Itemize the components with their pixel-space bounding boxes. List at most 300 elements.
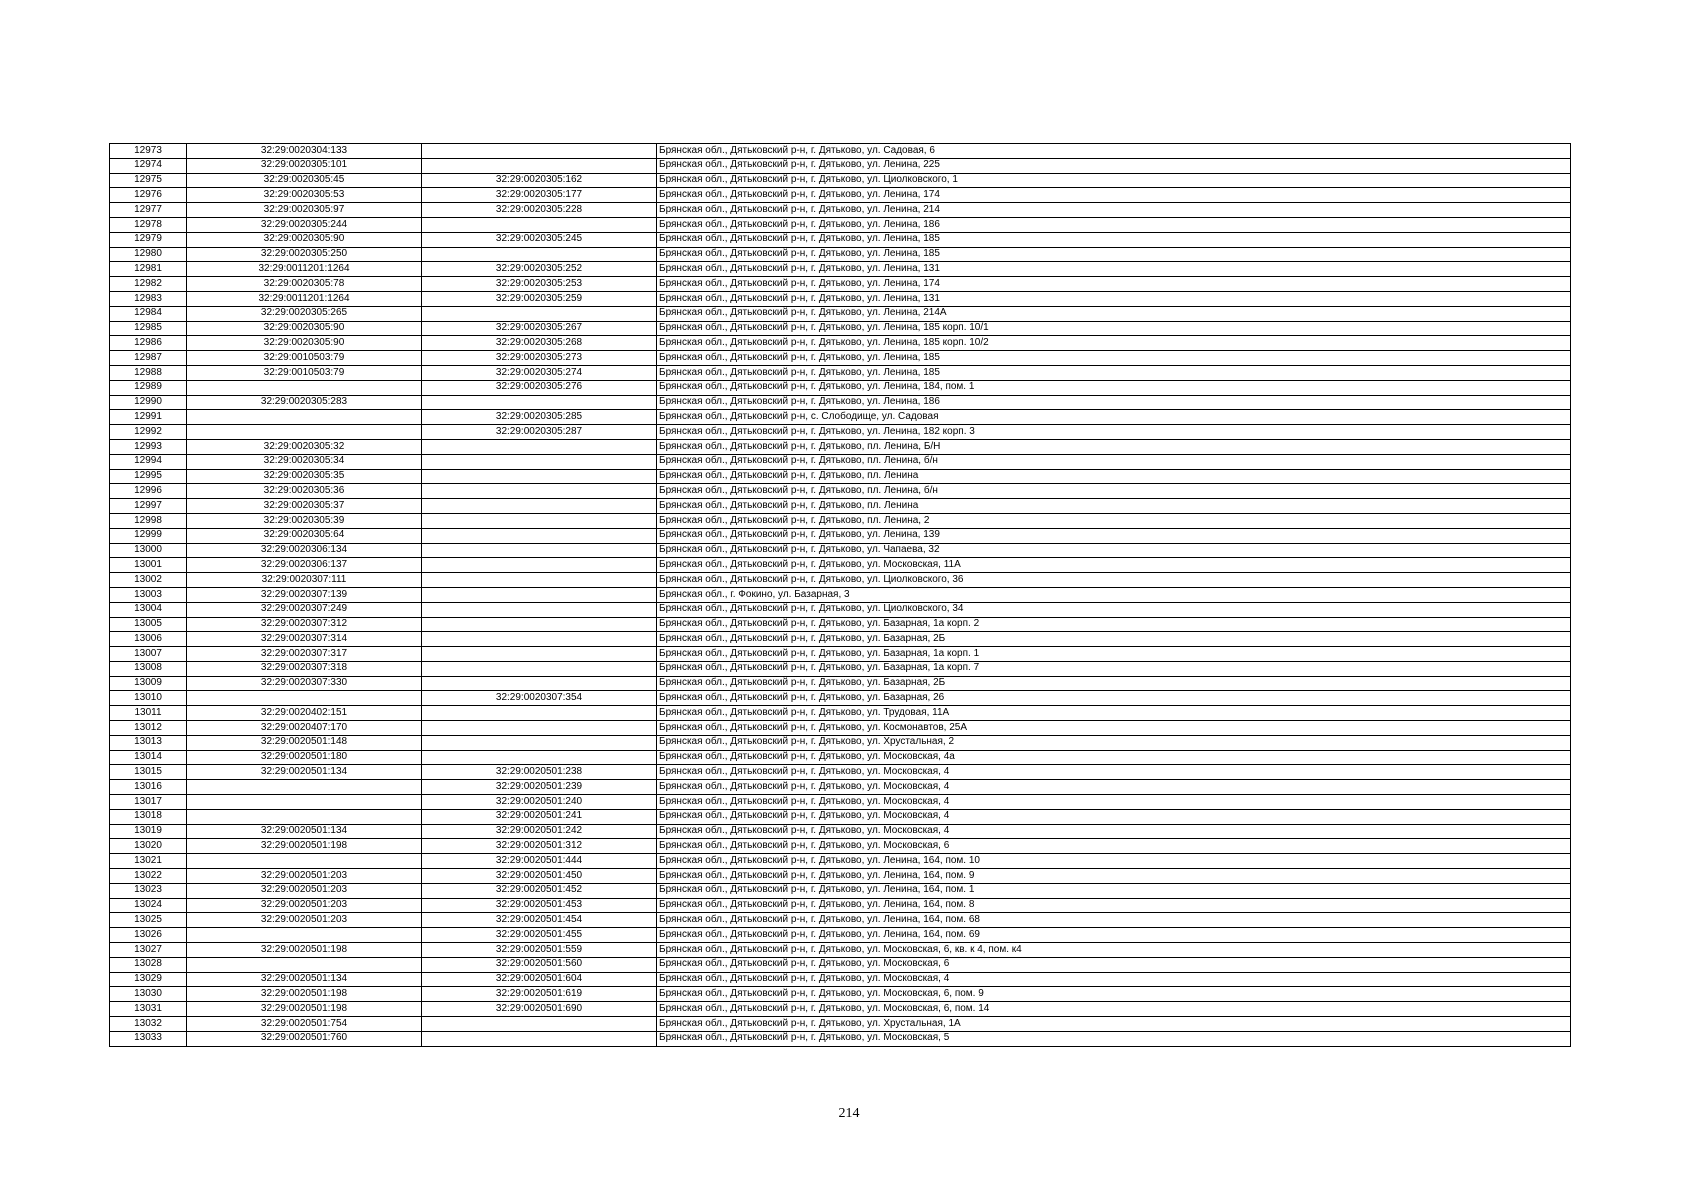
table-row	[110, 795, 1571, 810]
cadastral-number-cell: 32:29:0020307:249	[187, 602, 422, 617]
record-number-cell: 12981	[110, 262, 187, 277]
address-cell: Брянская обл., Дятьковский р-н, г. Дятьково, ул. Базарная, 2Б	[657, 632, 1571, 647]
table-row	[110, 602, 1571, 617]
parent-cadastral-number-cell	[422, 469, 657, 484]
cadastral-number-cell: 32:29:0020501:198	[187, 987, 422, 1002]
address-cell: Брянская обл., Дятьковский р-н, г. Дятьково, ул. Московская, 6, пом. 14	[657, 1002, 1571, 1017]
record-number-cell: 12985	[110, 321, 187, 336]
record-number-cell: 13011	[110, 706, 187, 721]
record-number-cell: 12988	[110, 365, 187, 380]
table-row	[110, 365, 1571, 380]
parent-cadastral-number-cell: 32:29:0020305:276	[422, 380, 657, 395]
address-cell: Брянская обл., Дятьковский р-н, г. Дятьково, ул. Московская, 6	[657, 957, 1571, 972]
record-number-cell: 13026	[110, 928, 187, 943]
record-number-cell: 13023	[110, 883, 187, 898]
cadastral-number-cell: 32:29:0020501:203	[187, 869, 422, 884]
table-row	[110, 173, 1571, 188]
cadastral-number-cell: 32:29:0020501:754	[187, 1017, 422, 1032]
table-row	[110, 809, 1571, 824]
record-number-cell: 13033	[110, 1031, 187, 1046]
address-cell: Брянская обл., Дятьковский р-н, г. Дятьково, ул. Московская, 4а	[657, 750, 1571, 765]
record-number-cell: 13029	[110, 972, 187, 987]
address-cell: Брянская обл., Дятьковский р-н, г. Дятьково, пл. Ленина, б/н	[657, 454, 1571, 469]
table-row	[110, 943, 1571, 958]
cadastral-number-cell	[187, 795, 422, 810]
record-number-cell: 13021	[110, 854, 187, 869]
table-row	[110, 869, 1571, 884]
table-row	[110, 573, 1571, 588]
parent-cadastral-number-cell: 32:29:0020307:354	[422, 691, 657, 706]
address-cell: Брянская обл., Дятьковский р-н, г. Дятьково, ул. Ленина, 174	[657, 277, 1571, 292]
address-cell: Брянская обл., Дятьковский р-н, г. Дятьково, ул. Ленина, 164, пом. 68	[657, 913, 1571, 928]
address-cell: Брянская обл., Дятьковский р-н, г. Дятьково, ул. Базарная, 1а корп. 7	[657, 661, 1571, 676]
record-number-cell: 12978	[110, 217, 187, 232]
table-row	[110, 928, 1571, 943]
table-row	[110, 144, 1571, 159]
record-number-cell: 13013	[110, 735, 187, 750]
cadastral-number-cell: 32:29:0020307:312	[187, 617, 422, 632]
table-row	[110, 735, 1571, 750]
parent-cadastral-number-cell: 32:29:0020305:228	[422, 203, 657, 218]
address-cell: Брянская обл., Дятьковский р-н, г. Дятьково, ул. Базарная, 1а корп. 1	[657, 647, 1571, 662]
table-row	[110, 750, 1571, 765]
parent-cadastral-number-cell: 32:29:0020501:619	[422, 987, 657, 1002]
address-cell: Брянская обл., Дятьковский р-н, г. Дятьково, ул. Базарная, 1а корп. 2	[657, 617, 1571, 632]
parent-cadastral-number-cell	[422, 647, 657, 662]
address-cell: Брянская обл., Дятьковский р-н, г. Дятьково, ул. Ленина, 225	[657, 158, 1571, 173]
cadastral-number-cell: 32:29:0020305:90	[187, 336, 422, 351]
address-cell: Брянская обл., Дятьковский р-н, г. Дятьково, ул. Московская, 6	[657, 839, 1571, 854]
cadastral-number-cell	[187, 780, 422, 795]
cadastral-number-cell: 32:29:0020305:90	[187, 232, 422, 247]
table-row	[110, 469, 1571, 484]
address-cell: Брянская обл., Дятьковский р-н, г. Дятьково, ул. Ленина, 186	[657, 217, 1571, 232]
record-number-cell: 12979	[110, 232, 187, 247]
address-cell: Брянская обл., Дятьковский р-н, г. Дятьково, ул. Ленина, 182 корп. 3	[657, 425, 1571, 440]
table-row	[110, 587, 1571, 602]
record-number-cell: 12995	[110, 469, 187, 484]
cadastral-number-cell: 32:29:0020501:203	[187, 898, 422, 913]
address-cell: Брянская обл., Дятьковский р-н, г. Дятьково, ул. Московская, 6, пом. 9	[657, 987, 1571, 1002]
table-row	[110, 854, 1571, 869]
cadastral-number-cell: 32:29:0020402:151	[187, 706, 422, 721]
record-number-cell: 12980	[110, 247, 187, 262]
address-cell: Брянская обл., Дятьковский р-н, г. Дятьково, ул. Московская, 6, кв. к 4, пом. к4	[657, 943, 1571, 958]
cadastral-number-cell: 32:29:0020307:111	[187, 573, 422, 588]
parent-cadastral-number-cell	[422, 454, 657, 469]
parent-cadastral-number-cell	[422, 602, 657, 617]
record-number-cell: 12974	[110, 158, 187, 173]
parent-cadastral-number-cell	[422, 573, 657, 588]
record-number-cell: 12993	[110, 439, 187, 454]
record-number-cell: 12986	[110, 336, 187, 351]
cadastral-number-cell: 32:29:0020306:137	[187, 558, 422, 573]
table-body	[110, 144, 1571, 1047]
record-number-cell: 13009	[110, 676, 187, 691]
parent-cadastral-number-cell	[422, 528, 657, 543]
parent-cadastral-number-cell: 32:29:0020305:245	[422, 232, 657, 247]
record-number-cell: 13002	[110, 573, 187, 588]
cadastral-number-cell: 32:29:0020305:34	[187, 454, 422, 469]
table-row	[110, 484, 1571, 499]
cadastral-number-cell: 32:29:0020305:78	[187, 277, 422, 292]
cadastral-number-cell: 32:29:0020305:90	[187, 321, 422, 336]
record-number-cell: 13008	[110, 661, 187, 676]
table-row	[110, 780, 1571, 795]
cadastral-number-cell: 32:29:0020307:139	[187, 587, 422, 602]
parent-cadastral-number-cell	[422, 306, 657, 321]
table-row	[110, 262, 1571, 277]
address-cell: Брянская обл., Дятьковский р-н, г. Дятьково, ул. Ленина, 185	[657, 247, 1571, 262]
cadastral-number-cell: 32:29:0020501:148	[187, 735, 422, 750]
record-number-cell: 12989	[110, 380, 187, 395]
parent-cadastral-number-cell: 32:29:0020501:238	[422, 765, 657, 780]
cadastral-number-cell	[187, 928, 422, 943]
cadastral-number-cell: 32:29:0020305:250	[187, 247, 422, 262]
record-number-cell: 12990	[110, 395, 187, 410]
address-cell: Брянская обл., Дятьковский р-н, г. Дятьково, ул. Ленина, 174	[657, 188, 1571, 203]
address-cell: Брянская обл., Дятьковский р-н, г. Дятьково, ул. Циолковского, 34	[657, 602, 1571, 617]
address-cell: Брянская обл., Дятьковский р-н, г. Дятьково, ул. Космонавтов, 25А	[657, 721, 1571, 736]
cadastral-number-cell: 32:29:0020306:134	[187, 543, 422, 558]
record-number-cell: 13006	[110, 632, 187, 647]
cadastral-number-cell: 32:29:0020307:314	[187, 632, 422, 647]
address-cell: Брянская обл., Дятьковский р-н, г. Дятьково, ул. Московская, 4	[657, 795, 1571, 810]
parent-cadastral-number-cell: 32:29:0020501:690	[422, 1002, 657, 1017]
parent-cadastral-number-cell: 32:29:0020501:455	[422, 928, 657, 943]
cadastral-number-cell: 32:29:0020501:134	[187, 765, 422, 780]
record-number-cell: 13015	[110, 765, 187, 780]
record-number-cell: 12998	[110, 513, 187, 528]
parent-cadastral-number-cell	[422, 395, 657, 410]
table-row	[110, 247, 1571, 262]
parent-cadastral-number-cell	[422, 587, 657, 602]
record-number-cell: 13030	[110, 987, 187, 1002]
parent-cadastral-number-cell	[422, 721, 657, 736]
table-row	[110, 824, 1571, 839]
parent-cadastral-number-cell	[422, 144, 657, 159]
address-cell: Брянская обл., Дятьковский р-н, г. Дятьково, ул. Хрустальная, 2	[657, 735, 1571, 750]
parent-cadastral-number-cell	[422, 217, 657, 232]
address-cell: Брянская обл., Дятьковский р-н, г. Дятьково, пл. Ленина, 2	[657, 513, 1571, 528]
table-row	[110, 277, 1571, 292]
record-number-cell: 12982	[110, 277, 187, 292]
table-row	[110, 336, 1571, 351]
table-row	[110, 898, 1571, 913]
address-cell: Брянская обл., Дятьковский р-н, г. Дятьково, ул. Ленина, 164, пом. 10	[657, 854, 1571, 869]
address-cell: Брянская обл., Дятьковский р-н, г. Дятьково, пл. Ленина	[657, 469, 1571, 484]
cadastral-number-cell: 32:29:0020501:760	[187, 1031, 422, 1046]
address-cell: Брянская обл., Дятьковский р-н, г. Дятьково, ул. Московская, 5	[657, 1031, 1571, 1046]
address-cell: Брянская обл., Дятьковский р-н, г. Дятьково, ул. Циолковского, 36	[657, 573, 1571, 588]
parent-cadastral-number-cell: 32:29:0020305:253	[422, 277, 657, 292]
cadastral-number-cell: 32:29:0020305:45	[187, 173, 422, 188]
record-number-cell: 13003	[110, 587, 187, 602]
record-number-cell: 13005	[110, 617, 187, 632]
parent-cadastral-number-cell: 32:29:0020305:273	[422, 351, 657, 366]
table-row	[110, 158, 1571, 173]
table-row	[110, 676, 1571, 691]
record-number-cell: 12994	[110, 454, 187, 469]
parent-cadastral-number-cell	[422, 247, 657, 262]
table-row	[110, 558, 1571, 573]
record-number-cell: 13000	[110, 543, 187, 558]
table-row	[110, 691, 1571, 706]
address-cell: Брянская обл., Дятьковский р-н, г. Дятьково, ул. Садовая, 6	[657, 144, 1571, 159]
table-row	[110, 543, 1571, 558]
cadastral-number-cell: 32:29:0010503:79	[187, 365, 422, 380]
address-cell: Брянская обл., Дятьковский р-н, г. Дятьково, ул. Ленина, 186	[657, 395, 1571, 410]
parent-cadastral-number-cell: 32:29:0020305:268	[422, 336, 657, 351]
table-row	[110, 617, 1571, 632]
cadastral-number-cell	[187, 410, 422, 425]
table-row	[110, 957, 1571, 972]
record-number-cell: 13014	[110, 750, 187, 765]
cadastral-number-cell: 32:29:0020305:39	[187, 513, 422, 528]
record-number-cell: 12987	[110, 351, 187, 366]
address-cell: Брянская обл., Дятьковский р-н, г. Дятьково, ул. Ленина, 164, пом. 9	[657, 869, 1571, 884]
parent-cadastral-number-cell: 32:29:0020501:239	[422, 780, 657, 795]
table-row	[110, 439, 1571, 454]
parent-cadastral-number-cell	[422, 543, 657, 558]
record-number-cell: 13007	[110, 647, 187, 662]
address-cell: Брянская обл., Дятьковский р-н, г. Дятьково, ул. Трудовая, 11А	[657, 706, 1571, 721]
address-cell: Брянская обл., Дятьковский р-н, г. Дятьково, ул. Ленина, 131	[657, 262, 1571, 277]
address-cell: Брянская обл., Дятьковский р-н, г. Дятьково, ул. Московская, 4	[657, 824, 1571, 839]
table-row	[110, 513, 1571, 528]
address-cell: Брянская обл., Дятьковский р-н, г. Дятьково, ул. Ленина, 184, пом. 1	[657, 380, 1571, 395]
table-row	[110, 1017, 1571, 1032]
record-number-cell: 13018	[110, 809, 187, 824]
parent-cadastral-number-cell	[422, 484, 657, 499]
parent-cadastral-number-cell: 32:29:0020305:285	[422, 410, 657, 425]
address-cell: Брянская обл., Дятьковский р-н, г. Дятьково, ул. Московская, 4	[657, 809, 1571, 824]
parent-cadastral-number-cell	[422, 735, 657, 750]
cadastral-number-cell: 32:29:0020501:180	[187, 750, 422, 765]
record-number-cell: 12997	[110, 499, 187, 514]
record-number-cell: 13025	[110, 913, 187, 928]
record-number-cell: 13024	[110, 898, 187, 913]
record-number-cell: 12983	[110, 291, 187, 306]
cadastral-number-cell: 32:29:0020305:35	[187, 469, 422, 484]
record-number-cell: 13027	[110, 943, 187, 958]
parent-cadastral-number-cell: 32:29:0020501:453	[422, 898, 657, 913]
cadastral-number-cell: 32:29:0020305:37	[187, 499, 422, 514]
parent-cadastral-number-cell	[422, 439, 657, 454]
address-cell: Брянская обл., Дятьковский р-н, г. Дятьково, ул. Ленина, 185	[657, 365, 1571, 380]
table-row	[110, 217, 1571, 232]
parent-cadastral-number-cell	[422, 617, 657, 632]
table-row	[110, 528, 1571, 543]
address-cell: Брянская обл., Дятьковский р-н, г. Дятьково, ул. Ленина, 214	[657, 203, 1571, 218]
table-row	[110, 647, 1571, 662]
record-number-cell: 13020	[110, 839, 187, 854]
record-number-cell: 12973	[110, 144, 187, 159]
address-cell: Брянская обл., Дятьковский р-н, г. Дятьково, ул. Циолковского, 1	[657, 173, 1571, 188]
table-row	[110, 499, 1571, 514]
cadastral-number-cell	[187, 691, 422, 706]
table-row	[110, 883, 1571, 898]
table-row	[110, 721, 1571, 736]
parent-cadastral-number-cell: 32:29:0020501:241	[422, 809, 657, 824]
page-number: 214	[838, 1106, 860, 1121]
address-cell: Брянская обл., Дятьковский р-н, г. Дятьково, ул. Ленина, 185 корп. 10/1	[657, 321, 1571, 336]
parent-cadastral-number-cell: 32:29:0020305:177	[422, 188, 657, 203]
table-row	[110, 425, 1571, 440]
cadastral-number-cell: 32:29:0020307:317	[187, 647, 422, 662]
record-number-cell: 12991	[110, 410, 187, 425]
address-cell: Брянская обл., г. Фокино, ул. Базарная, 3	[657, 587, 1571, 602]
table-row	[110, 913, 1571, 928]
record-number-cell: 12996	[110, 484, 187, 499]
parent-cadastral-number-cell	[422, 558, 657, 573]
parent-cadastral-number-cell	[422, 750, 657, 765]
address-cell: Брянская обл., Дятьковский р-н, г. Дятьково, ул. Ленина, 131	[657, 291, 1571, 306]
table-row	[110, 632, 1571, 647]
parent-cadastral-number-cell	[422, 676, 657, 691]
table-row	[110, 321, 1571, 336]
parent-cadastral-number-cell	[422, 1017, 657, 1032]
cadastral-number-cell: 32:29:0020305:101	[187, 158, 422, 173]
table-row	[110, 661, 1571, 676]
table-row	[110, 351, 1571, 366]
cadastral-number-cell: 32:29:0020305:97	[187, 203, 422, 218]
cadastral-number-cell	[187, 380, 422, 395]
table-row	[110, 306, 1571, 321]
record-number-cell: 13028	[110, 957, 187, 972]
address-cell: Брянская обл., Дятьковский р-н, г. Дятьково, ул. Московская, 11А	[657, 558, 1571, 573]
cadastral-number-cell: 32:29:0020407:170	[187, 721, 422, 736]
address-cell: Брянская обл., Дятьковский р-н, г. Дятьково, пл. Ленина, б/н	[657, 484, 1571, 499]
table-row	[110, 291, 1571, 306]
cadastral-number-cell: 32:29:0020304:133	[187, 144, 422, 159]
parent-cadastral-number-cell	[422, 513, 657, 528]
cadastral-number-cell: 32:29:0020501:203	[187, 883, 422, 898]
address-cell: Брянская обл., Дятьковский р-н, г. Дятьково, ул. Базарная, 26	[657, 691, 1571, 706]
address-cell: Брянская обл., Дятьковский р-н, г. Дятьково, ул. Ленина, 164, пом. 8	[657, 898, 1571, 913]
table-row	[110, 1002, 1571, 1017]
parent-cadastral-number-cell	[422, 706, 657, 721]
record-number-cell: 12984	[110, 306, 187, 321]
cadastral-number-cell: 32:29:0020307:330	[187, 676, 422, 691]
table-row	[110, 1031, 1571, 1046]
address-cell: Брянская обл., Дятьковский р-н, г. Дятьково, ул. Ленина, 164, пом. 1	[657, 883, 1571, 898]
parent-cadastral-number-cell: 32:29:0020305:252	[422, 262, 657, 277]
record-number-cell: 12999	[110, 528, 187, 543]
address-cell: Брянская обл., Дятьковский р-н, г. Дятьково, ул. Ленина, 185 корп. 10/2	[657, 336, 1571, 351]
cadastral-number-cell: 32:29:0011201:1264	[187, 262, 422, 277]
cadastral-number-cell	[187, 809, 422, 824]
record-number-cell: 13032	[110, 1017, 187, 1032]
record-number-cell: 13016	[110, 780, 187, 795]
record-number-cell: 13010	[110, 691, 187, 706]
address-cell: Брянская обл., Дятьковский р-н, г. Дятьково, ул. Московская, 4	[657, 765, 1571, 780]
table-row	[110, 765, 1571, 780]
parent-cadastral-number-cell: 32:29:0020501:452	[422, 883, 657, 898]
parent-cadastral-number-cell	[422, 632, 657, 647]
parent-cadastral-number-cell: 32:29:0020305:274	[422, 365, 657, 380]
parent-cadastral-number-cell: 32:29:0020305:287	[422, 425, 657, 440]
parent-cadastral-number-cell: 32:29:0020501:312	[422, 839, 657, 854]
cadastral-number-cell: 32:29:0020305:36	[187, 484, 422, 499]
parent-cadastral-number-cell: 32:29:0020501:454	[422, 913, 657, 928]
parent-cadastral-number-cell: 32:29:0020501:242	[422, 824, 657, 839]
cadastral-number-cell: 32:29:0020305:244	[187, 217, 422, 232]
record-number-cell: 13031	[110, 1002, 187, 1017]
address-cell: Брянская обл., Дятьковский р-н, г. Дятьково, ул. Московская, 4	[657, 780, 1571, 795]
address-cell: Брянская обл., Дятьковский р-н, г. Дятьково, пл. Ленина	[657, 499, 1571, 514]
table-row	[110, 203, 1571, 218]
cadastral-number-cell: 32:29:0020305:265	[187, 306, 422, 321]
parent-cadastral-number-cell: 32:29:0020305:267	[422, 321, 657, 336]
record-number-cell: 13012	[110, 721, 187, 736]
address-cell: Брянская обл., Дятьковский р-н, г. Дятьково, ул. Ленина, 164, пом. 69	[657, 928, 1571, 943]
address-cell: Брянская обл., Дятьковский р-н, г. Дятьково, ул. Хрустальная, 1А	[657, 1017, 1571, 1032]
table-row	[110, 454, 1571, 469]
record-number-cell: 13022	[110, 869, 187, 884]
table-row	[110, 987, 1571, 1002]
table-row	[110, 232, 1571, 247]
cadastral-number-cell: 32:29:0020305:53	[187, 188, 422, 203]
table-row	[110, 839, 1571, 854]
parent-cadastral-number-cell	[422, 1031, 657, 1046]
cadastral-number-cell	[187, 425, 422, 440]
address-cell: Брянская обл., Дятьковский р-н, г. Дятьково, ул. Ленина, 214А	[657, 306, 1571, 321]
cadastral-number-cell: 32:29:0020305:283	[187, 395, 422, 410]
parent-cadastral-number-cell: 32:29:0020501:560	[422, 957, 657, 972]
cadastral-number-cell: 32:29:0020305:64	[187, 528, 422, 543]
address-cell: Брянская обл., Дятьковский р-н, с. Слободище, ул. Садовая	[657, 410, 1571, 425]
record-number-cell: 12975	[110, 173, 187, 188]
cadastral-number-cell: 32:29:0020501:203	[187, 913, 422, 928]
table-row	[110, 188, 1571, 203]
record-number-cell: 13004	[110, 602, 187, 617]
record-number-cell: 13001	[110, 558, 187, 573]
address-cell: Брянская обл., Дятьковский р-н, г. Дятьково, ул. Ленина, 185	[657, 232, 1571, 247]
parent-cadastral-number-cell	[422, 661, 657, 676]
parent-cadastral-number-cell: 32:29:0020501:240	[422, 795, 657, 810]
table-row	[110, 380, 1571, 395]
record-number-cell: 12977	[110, 203, 187, 218]
cadastral-number-cell	[187, 957, 422, 972]
record-number-cell: 13019	[110, 824, 187, 839]
parent-cadastral-number-cell: 32:29:0020305:162	[422, 173, 657, 188]
parent-cadastral-number-cell: 32:29:0020305:259	[422, 291, 657, 306]
record-number-cell: 13017	[110, 795, 187, 810]
table-row	[110, 410, 1571, 425]
parent-cadastral-number-cell: 32:29:0020501:559	[422, 943, 657, 958]
address-cell: Брянская обл., Дятьковский р-н, г. Дятьково, ул. Чапаева, 32	[657, 543, 1571, 558]
cadastral-number-cell: 32:29:0020501:198	[187, 839, 422, 854]
cadastral-number-cell: 32:29:0020501:198	[187, 943, 422, 958]
record-number-cell: 12976	[110, 188, 187, 203]
cadastral-number-cell: 32:29:0020305:32	[187, 439, 422, 454]
address-cell: Брянская обл., Дятьковский р-н, г. Дятьково, ул. Базарная, 2Б	[657, 676, 1571, 691]
address-cell: Брянская обл., Дятьковский р-н, г. Дятьково, ул. Ленина, 139	[657, 528, 1571, 543]
parent-cadastral-number-cell	[422, 499, 657, 514]
table-row	[110, 395, 1571, 410]
cadastral-number-cell	[187, 854, 422, 869]
table-row	[110, 706, 1571, 721]
cadastral-number-cell: 32:29:0020501:198	[187, 1002, 422, 1017]
cadastral-number-cell: 32:29:0010503:79	[187, 351, 422, 366]
parent-cadastral-number-cell: 32:29:0020501:444	[422, 854, 657, 869]
parent-cadastral-number-cell: 32:29:0020501:450	[422, 869, 657, 884]
cadastral-number-cell: 32:29:0011201:1264	[187, 291, 422, 306]
record-number-cell: 12992	[110, 425, 187, 440]
cadastral-number-cell: 32:29:0020501:134	[187, 824, 422, 839]
parent-cadastral-number-cell	[422, 158, 657, 173]
